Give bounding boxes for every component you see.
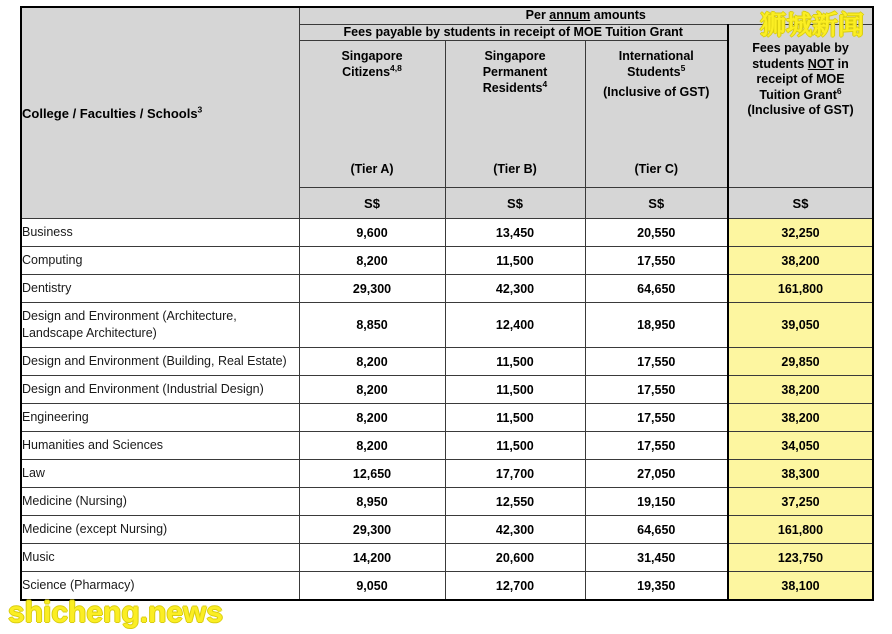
row-program-name: Computing [21,247,299,275]
cell-no-grant: 39,050 [728,303,873,348]
row-program-name: Design and Environment (Industrial Design) [21,376,299,404]
tier-a-line2-text: Citizens [342,64,391,79]
no-grant-line1: Fees payable by [752,40,849,55]
cell-tier-a: 8,850 [299,303,445,348]
cell-tier-a: 8,200 [299,404,445,432]
cell-tier-b: 17,700 [445,460,585,488]
row-label-header-sup: 3 [197,104,203,115]
currency-tier-c: S$ [585,188,728,219]
row-program-name: Law [21,460,299,488]
table-row [21,376,873,404]
tier-b-tier: (Tier B) [493,161,537,176]
tier-c-line3: (Inclusive of GST) [603,84,710,99]
table-row [21,219,873,247]
table-row [21,544,873,572]
tier-c-line2 [590,62,724,81]
no-grant-line4-sup: 6 [836,85,842,96]
cell-no-grant: 161,800 [728,516,873,544]
no-grant-line2-prefix: students [752,56,808,71]
cell-tier-a: 8,950 [299,488,445,516]
per-annum-underlined: annum [549,8,591,22]
row-program-name: Dentistry [21,275,299,303]
row-program-name: Science (Pharmacy) [21,572,299,600]
cell-no-grant: 38,100 [728,572,873,600]
table-row [21,404,873,432]
cell-tier-b: 12,550 [445,488,585,516]
cell-no-grant: 38,200 [728,376,873,404]
tier-b-line2: Permanent [482,64,548,79]
cell-tier-c: 17,550 [585,348,728,376]
table-row [21,460,873,488]
cell-tier-b: 11,500 [445,247,585,275]
row-label-header-cell [21,7,299,219]
currency-tier-b: S$ [445,188,585,219]
cell-tier-b: 42,300 [445,275,585,303]
cell-tier-b: 11,500 [445,404,585,432]
tier-a-line2-sup: 4,8 [390,62,402,73]
tier-b-line3-text: Residents [482,80,543,95]
no-grant-line3: receipt of MOE [756,72,845,87]
cell-no-grant: 34,050 [728,432,873,460]
cell-tier-b: 20,600 [445,544,585,572]
cell-tier-c: 31,450 [585,544,728,572]
table-row [21,432,873,460]
table-row [21,247,873,275]
per-annum-banner [299,7,873,24]
header-row-banner [21,7,873,24]
no-grant-line2-suffix: in [834,56,849,71]
cell-tier-c: 18,950 [585,303,728,348]
cell-tier-c: 17,550 [585,432,728,460]
row-program-name: Design and Environment (Architecture, Landscape Architecture) [21,303,299,348]
table-row [21,572,873,600]
cell-tier-a: 8,200 [299,348,445,376]
cell-tier-c: 17,550 [585,376,728,404]
tier-a-tier: (Tier A) [350,161,394,176]
grant-group-header: Fees payable by students in receipt of MOE Tuition Grant [299,24,728,41]
table-row [21,516,873,544]
cell-tier-a: 8,200 [299,432,445,460]
cell-tier-b: 11,500 [445,348,585,376]
cell-tier-c: 64,650 [585,275,728,303]
no-grant-line5: (Inclusive of GST) [747,103,854,118]
per-annum-suffix: amounts [590,8,646,22]
cell-tier-c: 64,650 [585,516,728,544]
cell-no-grant: 38,200 [728,404,873,432]
cell-no-grant: 32,250 [728,219,873,247]
per-annum-prefix: Per [525,8,550,22]
no-grant-line2-underlined: NOT [807,56,835,71]
tier-b-line1: Singapore [484,49,546,64]
tier-a-header [299,41,445,188]
cell-no-grant: 37,250 [728,488,873,516]
fee-table-container [20,6,872,601]
cell-tier-a: 9,600 [299,219,445,247]
cell-tier-b: 11,500 [445,432,585,460]
currency-tier-a: S$ [299,188,445,219]
cell-no-grant: 123,750 [728,544,873,572]
row-program-name: Engineering [21,404,299,432]
tier-c-line1: International [618,49,694,64]
tier-c-tier: (Tier C) [634,161,679,176]
table-row [21,348,873,376]
row-program-name: Medicine (Nursing) [21,488,299,516]
cell-tier-c: 19,350 [585,572,728,600]
cell-tier-a: 14,200 [299,544,445,572]
cell-tier-a: 8,200 [299,247,445,275]
table-row [21,303,873,348]
cell-tier-c: 27,050 [585,460,728,488]
tier-b-line3 [450,78,581,97]
cell-tier-a: 9,050 [299,572,445,600]
no-grant-column-header [728,24,873,188]
english-watermark: shicheng.news [8,596,224,629]
currency-no-grant: S$ [728,188,873,219]
table-row [21,488,873,516]
cell-tier-c: 17,550 [585,247,728,275]
cell-tier-a: 12,650 [299,460,445,488]
cell-tier-b: 12,400 [445,303,585,348]
tier-c-line2-text: Students [627,64,681,79]
cell-tier-a: 29,300 [299,516,445,544]
cell-tier-c: 17,550 [585,404,728,432]
cell-no-grant: 38,200 [728,247,873,275]
no-grant-line4 [733,85,868,104]
chinese-watermark: 狮城新闻 [760,11,865,41]
row-program-name: Music [21,544,299,572]
cell-no-grant: 38,300 [728,460,873,488]
cell-tier-b: 11,500 [445,376,585,404]
tier-a-line1: Singapore [341,49,403,64]
cell-tier-c: 19,150 [585,488,728,516]
cell-tier-b: 13,450 [445,219,585,247]
cell-tier-c: 20,550 [585,219,728,247]
row-program-name: Medicine (except Nursing) [21,516,299,544]
cell-tier-a: 8,200 [299,376,445,404]
cell-tier-b: 42,300 [445,516,585,544]
tier-b-line3-sup: 4 [542,78,548,89]
row-label-header-text: College / Faculties / Schools [22,105,198,121]
no-grant-line4-text: Tuition Grant [759,87,837,102]
cell-tier-b: 12,700 [445,572,585,600]
row-program-name: Business [21,219,299,247]
tier-c-header [585,41,728,188]
tier-c-line2-sup: 5 [680,62,686,73]
cell-tier-a: 29,300 [299,275,445,303]
no-grant-line2 [733,57,868,73]
tier-a-line2 [304,62,441,81]
cell-no-grant: 161,800 [728,275,873,303]
row-program-name: Design and Environment (Building, Real Estate) [21,348,299,376]
tuition-fee-table [20,6,874,601]
tier-b-header [445,41,585,188]
row-program-name: Humanities and Sciences [21,432,299,460]
table-row [21,275,873,303]
cell-no-grant: 29,850 [728,348,873,376]
